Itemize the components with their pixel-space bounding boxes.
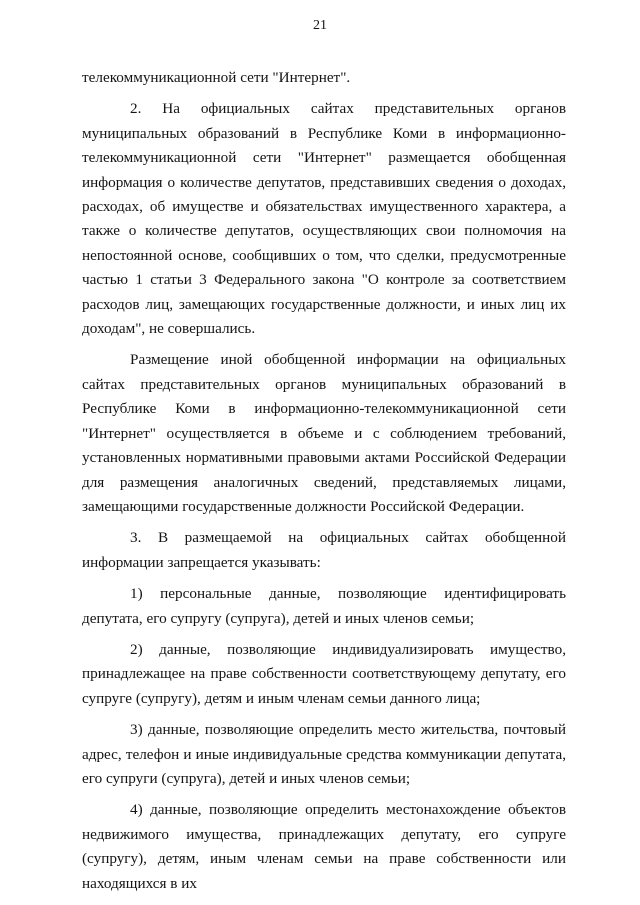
document-body (82, 66, 566, 903)
paragraph-other-info: Размещение иной обобщенной информации на официальных сайтах представительных органов муниципальных образований в Республике Коми в информационно-телекоммуникационной сети "Интернет" осуществляется в объеме и с соблюдением требований, установленных нормативными правовыми актами Российской Федерации для размещения аналогичных сведений, представляемых лицами, замещающими государственные должности Российской Федерации. (82, 351, 566, 515)
paragraph-continuation: телекоммуникационной сети "Интернет". (82, 69, 351, 86)
list-item-1: 1) персональные данные, позволяющие идентифицировать депутата, его супругу (супруга), детей и иных членов семьи; (82, 585, 566, 627)
list-item-2: 2) данные, позволяющие индивидуализировать имущество, принадлежащее на праве собственности соответствующему депутату, его супруге (супругу), детям и иным членам семьи данного лица; (82, 640, 566, 707)
paragraph-item-2: 2. На официальных сайтах представительных органов муниципальных образований в Республике Коми в информационно-телекоммуникационной сети "Интернет" размещается обобщенная информация о количестве депутатов, представивших сведения о доходах, расходах, об имуществе и обязательствах имущественного характера, а также о количестве депутатов, осуществляющих свои полномочия на непостоянной основе, сообщивших о том, что сделки, предусмотренные частью 1 статьи 3 Федерального закона "О контроле за соответствием расходов лиц, замещающих государственные должности, и иных лиц их доходам", не совершались. (82, 100, 566, 338)
list-item-3: 3) данные, позволяющие определить место жительства, почтовый адрес, телефон и иные индивидуальные средства коммуникации депутата, его супруги (супруга), детей и иных членов семьи; (82, 721, 566, 787)
paragraph-item-3: 3. В размещаемой на официальных сайтах обобщенной информации запрещается указывать: (82, 529, 566, 571)
list-item-4: 4) данные, позволяющие определить местонахождение объектов недвижимого имущества, принадлежащих депутату, его супруге (супругу), детям, иным членам семьи на праве собственности или находящихся в их (82, 801, 566, 892)
page-number: 21 (313, 18, 327, 33)
